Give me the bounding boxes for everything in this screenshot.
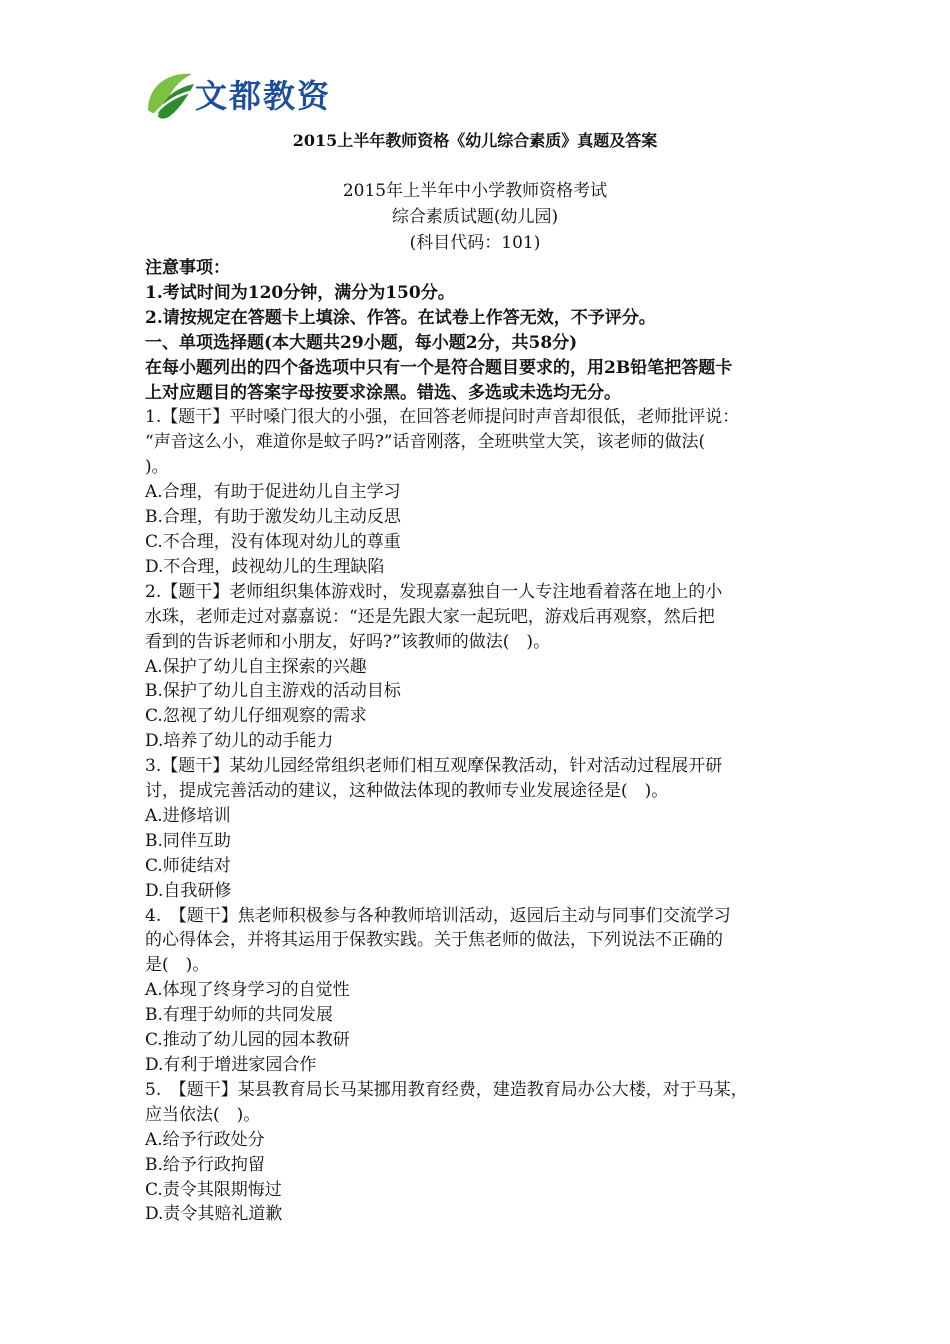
question-line: 水珠，老师走过对嘉嘉说：“还是先跟大家一起玩吧，游戏后再观察，然后把	[145, 606, 715, 627]
question-line: B.有理于幼师的共同发展	[145, 1005, 333, 1026]
question-line: D.培养了幼儿的动手能力	[145, 731, 334, 752]
question-line: 4. 【题干】焦老师积极参与各种教师培训活动，返园后主动与同事们交流学习	[145, 905, 731, 926]
question-line: A.保护了幼儿自主探索的兴趣	[145, 656, 367, 677]
question-line: 看到的告诉老师和小朋友，好吗?”该教师的做法( )。	[145, 631, 551, 652]
instruction-line: 一、单项选择题(本大题共29小题，每小题2分，共58分)	[145, 332, 578, 353]
question-line: B.保护了幼儿自主游戏的活动目标	[145, 681, 401, 702]
instruction-line: 2.请按规定在答题卡上填涂、作答。在试卷上作答无效，不予评分。	[145, 307, 656, 328]
question-line: 3.【题干】某幼儿园经常组织老师们相互观摩保教活动，针对活动过程展开研	[145, 756, 723, 777]
question-line: 的心得体会，并将其运用于保教实践。关于焦老师的做法，下列说法不正确的	[145, 930, 723, 951]
question-line: 是( )。	[145, 955, 210, 976]
question-line: D.有利于增进家园合作	[145, 1055, 317, 1075]
brand-name: 文都教资	[195, 77, 332, 115]
exam-heading-line: 综合素质试题(幼儿园)	[391, 207, 559, 227]
question-line: A.给予行政处分	[145, 1129, 265, 1150]
instruction-line: 注意事项：	[145, 258, 230, 278]
question-line: B.合理，有助于激发幼儿主动反思	[145, 507, 401, 528]
document-body	[145, 256, 825, 1227]
question-line: D.不合理，歧视幼儿的生理缺陷	[145, 556, 385, 577]
question-line: C.不合理，没有体现对幼儿的尊重	[145, 531, 401, 552]
instruction-line: 在每小题列出的四个备选项中只有一个是符合题目要求的，用2B铅笔把答题卡	[145, 357, 733, 378]
exam-heading-line: 2015年上半年中小学教师资格考试	[342, 181, 608, 201]
exam-heading	[0, 178, 950, 256]
exam-heading-line: (科目代码：101)	[409, 233, 541, 253]
question-line: 1.【题干】平时嗓门很大的小强，在回答老师提问时声音却很低，老师批评说：	[145, 407, 740, 428]
question-line: B.给予行政拘留	[145, 1154, 265, 1175]
question-line: C.师徒结对	[145, 855, 231, 876]
question-line: “声音这么小，难道你是蚊子吗?”话音刚落，全班哄堂大笑，该老师的做法(	[145, 432, 706, 453]
question-line: 2.【题干】老师组织集体游戏时，发现嘉嘉独自一人专注地看着落在地上的小	[145, 581, 723, 602]
question-line: A.进修培训	[145, 805, 231, 826]
question-line: B.同伴互助	[145, 830, 231, 851]
question-line: C.责令其限期悔过	[145, 1179, 282, 1200]
wendu-logo-icon	[140, 66, 200, 126]
question-line: A.合理，有助于促进幼儿自主学习	[145, 482, 401, 503]
instruction-line: 1.考试时间为120分钟，满分为150分。	[145, 282, 455, 303]
instruction-line: 上对应题目的答案字母按要求涂黑。错选、多选或未选均无分。	[145, 382, 621, 403]
document-title: 2015上半年教师资格《幼儿综合素质》真题及答案	[292, 131, 658, 150]
question-line: D.自我研修	[145, 880, 232, 901]
question-line: 5. 【题干】某县教育局长马某挪用教育经费，建造教育局办公大楼，对于马某，	[145, 1079, 748, 1100]
question-line: 讨，提成完善活动的建议，这种做法体现的教师专业发展途径是( )。	[145, 781, 669, 802]
question-line: A.体现了终身学习的自觉性	[145, 980, 350, 1001]
question-line: C.忽视了幼儿仔细观察的需求	[145, 706, 367, 727]
question-line: 应当依法( )。	[145, 1104, 261, 1125]
question-line: D.责令其赔礼道歉	[145, 1204, 283, 1225]
question-line: )。	[145, 457, 169, 478]
question-line: C.推动了幼儿园的园本教研	[145, 1030, 350, 1051]
